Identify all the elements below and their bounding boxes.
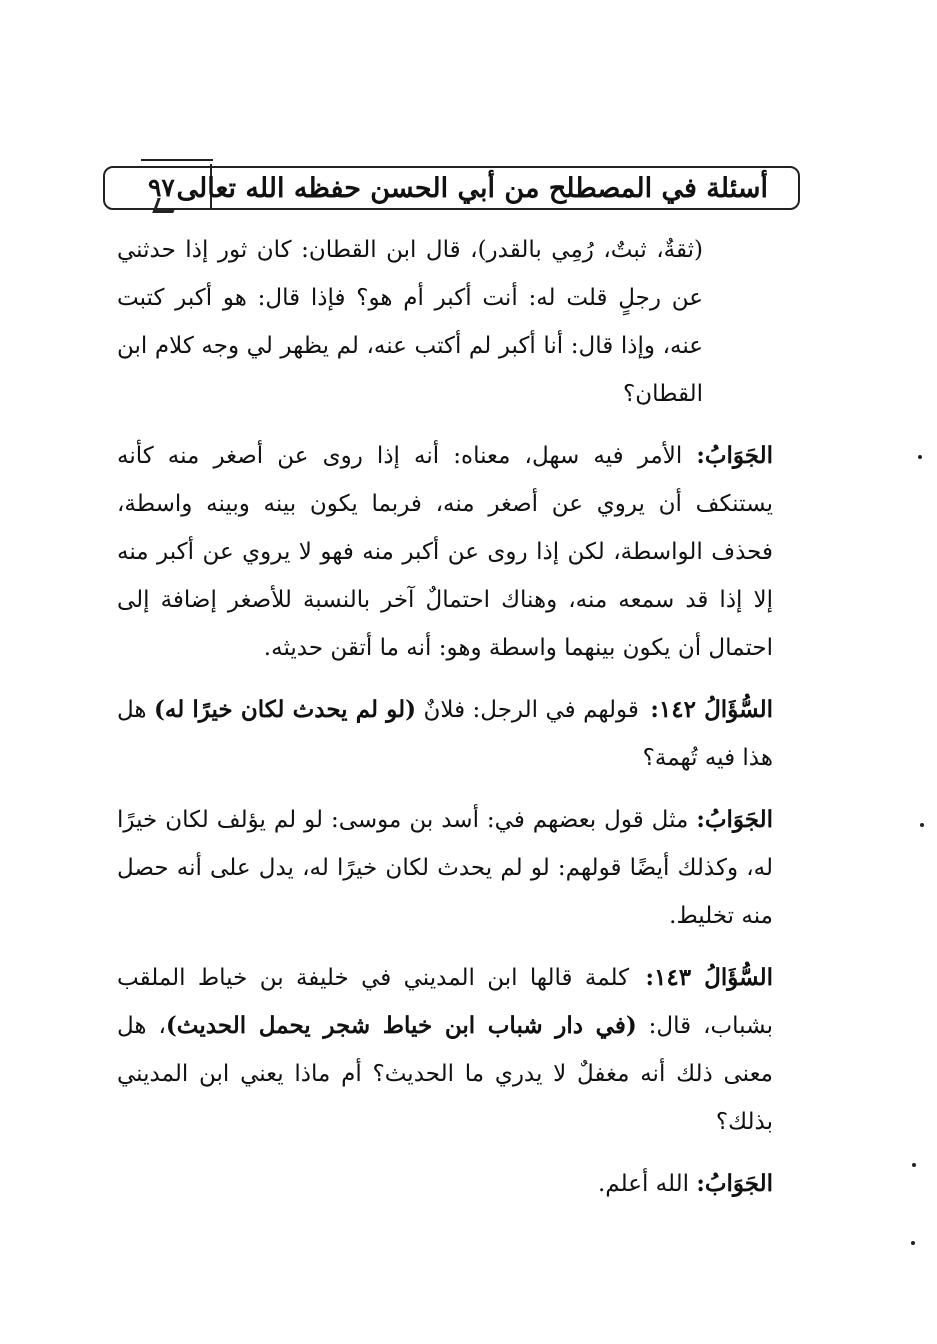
answer-141 [117,432,773,672]
question-text-end: هل هذا فيه تُهمة؟ [117,697,773,771]
answer-text: الأمر فيه سهل، معناه: أنه إذا روى عن أصغر منه كأنه يستنكف أن يروي عن أصغر منه، فربما يكون بينه وبينه واسطة، فحذف الواسطة، لكن إذا روى عن أكبر منه فهو لا يروي عن أكبر منه إلا إذا قد سمعه منه، وهناك احتمالٌ آخر بالنسبة للأصغر إضافة إلى احتمال أن يكون بينهما واسطة وهو: أنه ما أتقن حديثه. [117,443,773,661]
page-number: ٩٧ [148,173,175,202]
header-title: أسئلة في المصطلح من أبي الحسن حفظه الله تعالى [176,173,768,204]
question-text: كلمة قالها ابن المديني في خليفة بن خياط الملقب بشباب، قال: [117,965,774,1039]
scan-speck [911,1241,915,1245]
page-number-tab [141,159,213,161]
question-label: السُّؤَالُ ١٤٢: [650,696,773,723]
question-label: السُّؤَالُ ١٤٣: [645,964,774,991]
question-quote: (في دار شباب ابن خياط شجر يحمل الحديث) [165,1012,637,1039]
page-body [117,226,773,1222]
scan-speck [920,823,924,827]
answer-143 [117,1160,773,1208]
running-header [103,166,800,210]
scan-speck [918,455,922,459]
answer-text: الله أعلم. [598,1171,690,1197]
answer-label: الجَوَابُ: [696,442,774,469]
answer-label: الجَوَابُ: [696,806,773,833]
question-142 [117,686,773,782]
question-quote: (لو لم يحدث لكان خيرًا له) [154,696,416,723]
scan-speck [912,1163,916,1167]
question-text-end: ، هل معنى ذلك أنه مغفلٌ لا يدري ما الحديث؟ أم ماذا يعني ابن المديني بذلك؟ [117,1013,773,1135]
question-continuation [117,226,773,418]
answer-label: الجَوَابُ: [696,1170,773,1197]
question-text: قولهم في الرجل: فلانٌ [423,697,639,723]
question-143 [117,954,773,1146]
page-number-tab-tail [152,198,178,213]
answer-142 [117,796,773,940]
answer-text: مثل قول بعضهم في: أسد بن موسى: لو لم يؤلف لكان خيرًا له، وكذلك أيضًا قولهم: لو لم يحدث لكان خيرًا له، يدل على أنه حصل منه تخليط. [117,807,773,929]
question-continuation-text: (ثقةٌ، ثبتٌ، رُمِي بالقدر)، قال ابن القطان: كان ثور إذا حدثني عن رجلٍ قلت له: أنت أكبر أم هو؟ فإذا قال: هو أكبر كتبت عنه، وإذا قال: أنا أكبر لم أكتب عنه، لم يظهر لي وجه كلام ابن القطان؟ [117,237,703,407]
